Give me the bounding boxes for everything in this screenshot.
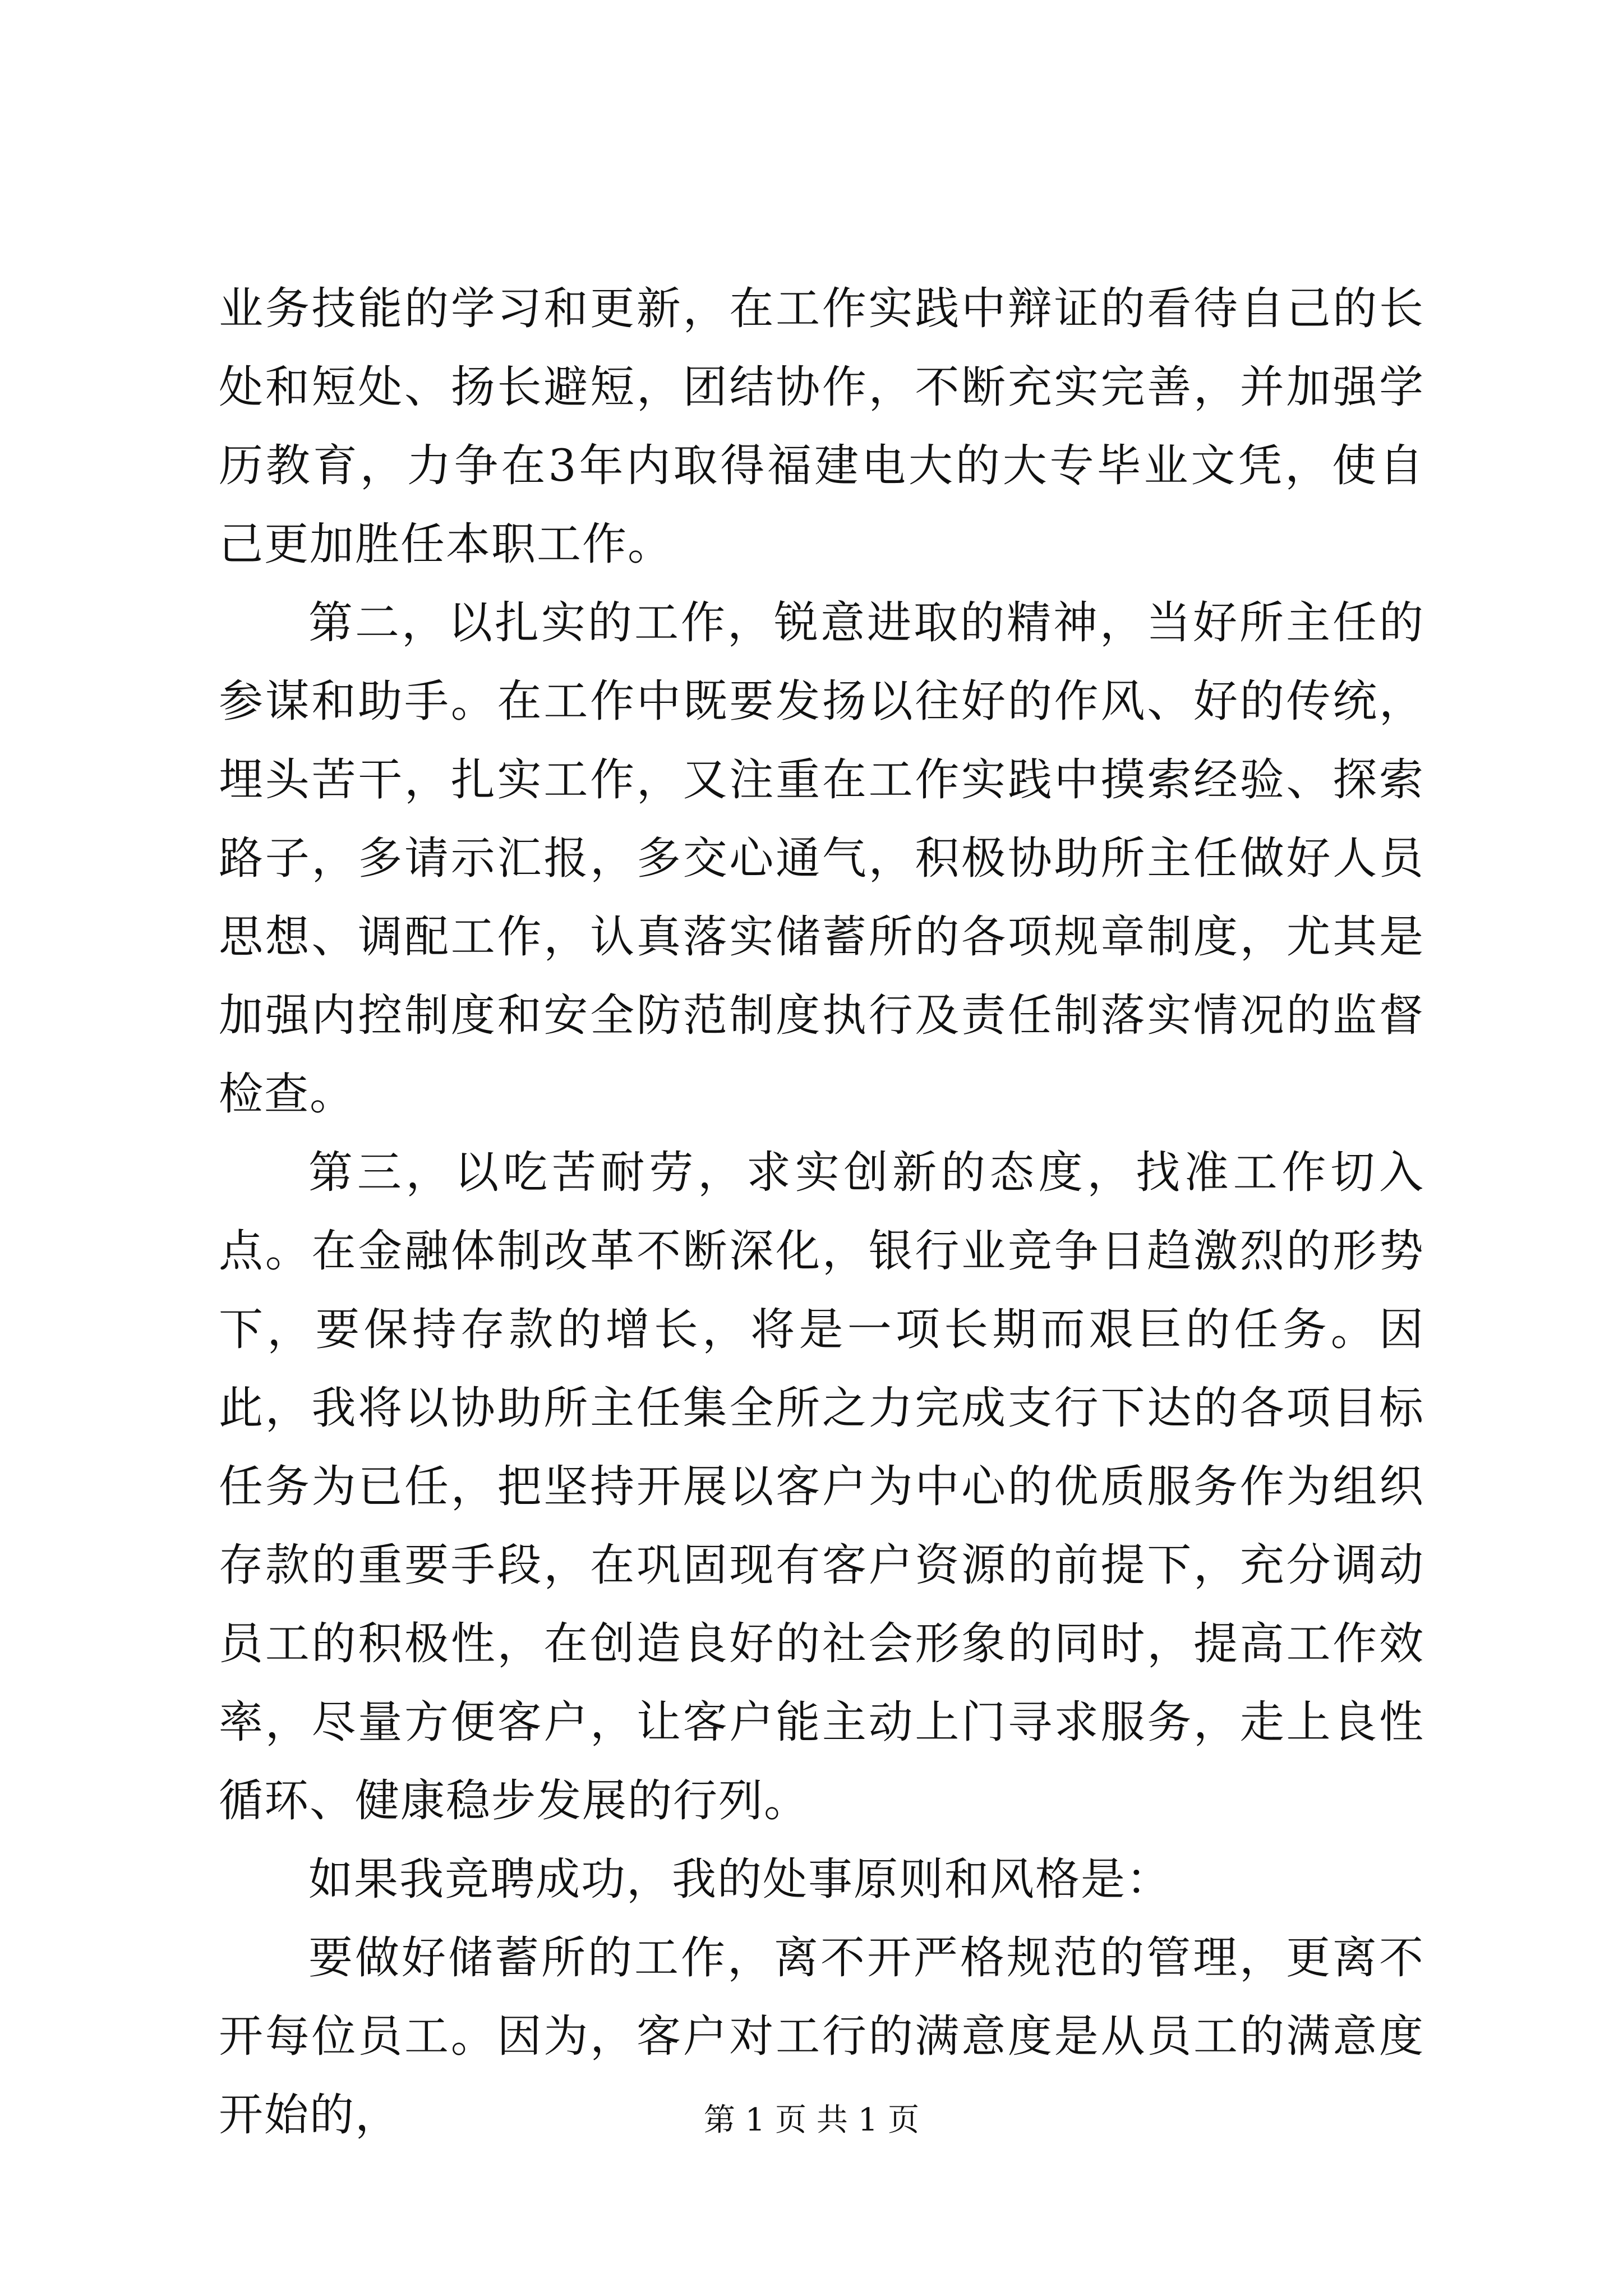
page-number-footer: 第 1 页 共 1 页 (703, 2102, 920, 2138)
document-body (219, 269, 1424, 2154)
paragraph-1: 业务技能的学习和更新，在工作实践中辩证的看待自己的长处和短处、扬长避短，团结协作，不断充实完善，并加强学历教育，力争在3年内取得福建电大的大专毕业文凭，使自己更加胜任本职工作。 (219, 283, 1424, 570)
paragraph-5: 要做好储蓄所的工作，离不开严格规范的管理，更离不开每位员工。因为，客户对工行的满意度是从员工的满意度开始的， (219, 1932, 1424, 2141)
paragraph-4: 如果我竞聘成功，我的处事原则和风格是： (308, 1853, 1172, 1905)
paragraph-3: 第三，以吃苦耐劳，求实创新的态度，找准工作切入点。在金融体制改革不断深化，银行业竞争日趋激烈的形势下，要保持存款的增长，将是一项长期而艰巨的任务。因此，我将以协助所主任集全所之力完成支行下达的各项目标任务为已任，把坚持开展以客户为中心的优质服务作为组织存款的重要手段，在巩固现有客户资源的前提下，充分调动员工的积极性，在创造良好的社会形象的同时，提高工作效率，尽量方便客户，让客户能主动上门寻求服务，走上良性循环、健康稳步发展的行列。 (219, 1147, 1424, 1826)
paragraph-2: 第二，以扎实的工作，锐意进取的精神，当好所主任的参谋和助手。在工作中既要发扬以往好的作风、好的传统，埋头苦干，扎实工作，又注重在工作实践中摸索经验、探索路子，多请示汇报，多交心通气，积极协助所主任做好人员思想、调配工作，认真落实储蓄所的各项规章制度，尤其是加强内控制度和安全防范制度执行及责任制落实情况的监督检查。 (219, 597, 1424, 1120)
